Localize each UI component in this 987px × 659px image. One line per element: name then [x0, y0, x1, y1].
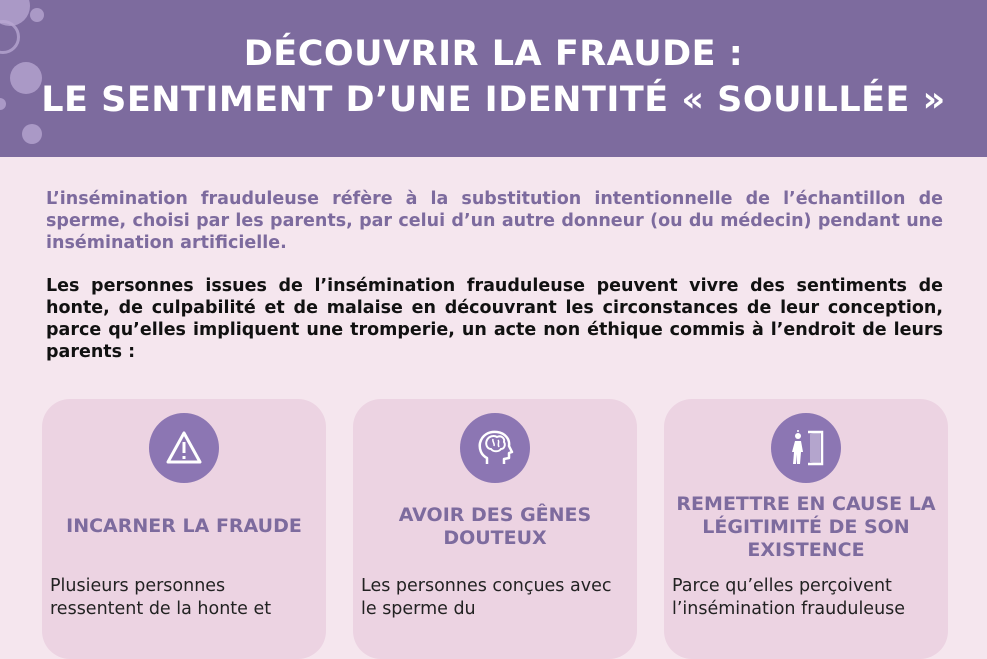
card-title: INCARNER LA FRAUDE: [66, 515, 302, 537]
header-banner: [0, 0, 987, 157]
page-title-line1: DÉCOUVRIR LA FRAUDE :: [243, 34, 744, 74]
card-text: Les personnes conçues avec le sperme du: [361, 576, 612, 619]
exit-door-icon: [771, 413, 841, 483]
decorative-bubble: [22, 124, 42, 144]
warning-icon: [149, 413, 219, 483]
brain-head-icon: [460, 413, 530, 483]
card-doubtful-genes: [353, 399, 637, 659]
card-embody-fraud: [42, 399, 326, 659]
page-title-line2: LE SENTIMENT D’UNE IDENTITÉ « SOUILLÉE »: [41, 80, 946, 120]
decorative-bubble: [30, 8, 44, 22]
body-paragraph: Les personnes issues de l’insémination frauduleuse peuvent vivre des sentiments de honte, de culpabilité et de malaise en découvrant les circonstances de leur conception, parce qu’elles impliquent une tromperie, un acte non éthique commis à l’endroit de leurs parents :: [46, 276, 943, 362]
intro-paragraph: L’insémination frauduleuse réfère à la substitution intentionnelle de l’échantillon de sperme, choisi par les parents, par celui d’un autre donneur (ou du médecin) pendant une insémination artificielle.: [46, 189, 943, 253]
card-legitimacy: [664, 399, 948, 659]
card-text: Plusieurs personnes ressentent de la honte et: [50, 576, 272, 619]
card-title: AVOIR DES GÊNES DOUTEUX: [398, 504, 592, 549]
card-text: Parce qu’elles perçoivent l’insémination frauduleuse: [672, 576, 906, 619]
card-title: REMETTRE EN CAUSE LA LÉGITIMITÉ DE SON EXISTENCE: [676, 493, 936, 561]
